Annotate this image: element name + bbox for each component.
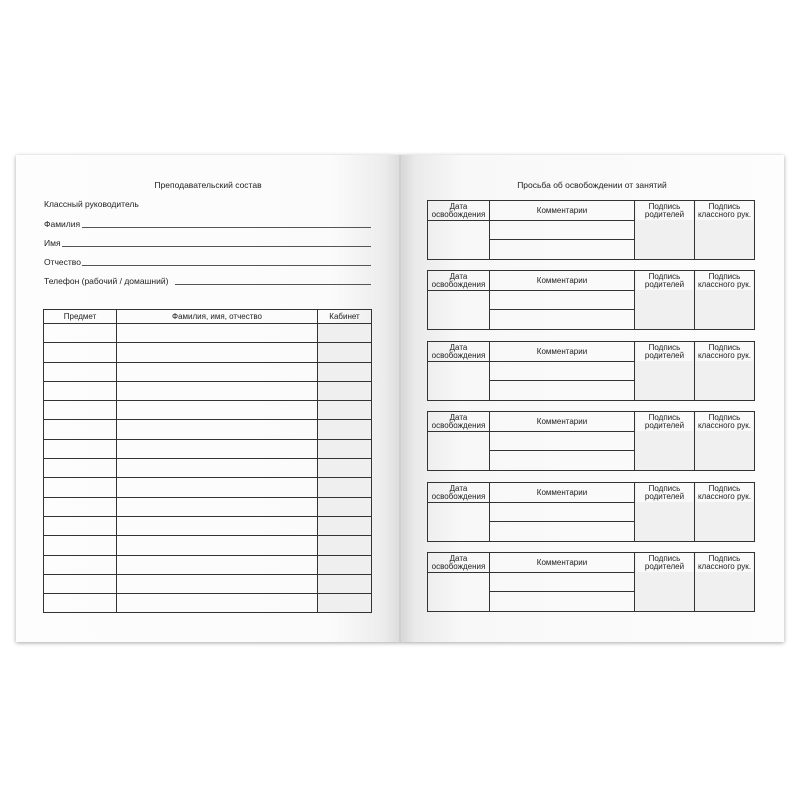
open-notebook bbox=[16, 155, 784, 642]
release-date-header: Дата освобождения bbox=[428, 201, 490, 221]
comment-line[interactable] bbox=[490, 381, 634, 400]
parents-signature-header[interactable] bbox=[635, 553, 695, 612]
teacher-signature-header[interactable] bbox=[695, 483, 755, 542]
notebook-spine bbox=[399, 155, 401, 642]
subject-cell[interactable] bbox=[44, 516, 117, 535]
subject-cell[interactable] bbox=[44, 401, 117, 420]
room-cell[interactable] bbox=[318, 420, 372, 439]
comments-cell[interactable] bbox=[490, 573, 635, 612]
release-header-row bbox=[428, 553, 755, 573]
name-line[interactable] bbox=[62, 246, 371, 247]
room-cell[interactable] bbox=[318, 516, 372, 535]
comment-line[interactable] bbox=[490, 592, 634, 611]
comment-line[interactable] bbox=[490, 240, 634, 259]
fullname-cell[interactable] bbox=[117, 381, 318, 400]
teacher-signature-header[interactable] bbox=[695, 271, 755, 330]
right-page bbox=[400, 155, 784, 642]
comments-header: Комментарии bbox=[490, 201, 635, 221]
fullname-cell[interactable] bbox=[117, 420, 318, 439]
comments-cell[interactable] bbox=[490, 362, 635, 401]
release-date-header: Дата освобождения bbox=[428, 271, 490, 291]
teacher-signature-label: Подпись классного рук. bbox=[697, 201, 752, 219]
parents-signature-header[interactable] bbox=[635, 483, 695, 542]
release-header-row bbox=[428, 483, 755, 503]
room-cell[interactable] bbox=[318, 478, 372, 497]
release-request-block bbox=[427, 270, 755, 330]
fullname-cell[interactable] bbox=[117, 536, 318, 555]
subject-cell[interactable] bbox=[44, 324, 117, 343]
comments-cell[interactable] bbox=[490, 503, 635, 542]
release-request-block bbox=[427, 341, 755, 401]
release-request-block bbox=[427, 482, 755, 542]
room-cell[interactable] bbox=[318, 381, 372, 400]
room-cell[interactable] bbox=[318, 324, 372, 343]
room-cell[interactable] bbox=[318, 439, 372, 458]
release-date-header: Дата освобождения bbox=[428, 483, 490, 503]
parents-signature-label: Подпись родителей bbox=[636, 553, 693, 572]
release-date-cell[interactable] bbox=[428, 432, 490, 471]
comments-cell[interactable] bbox=[490, 291, 635, 330]
name-label: Имя bbox=[44, 238, 61, 248]
fullname-cell[interactable] bbox=[117, 478, 318, 497]
table-row bbox=[44, 459, 372, 478]
table-row bbox=[44, 574, 372, 593]
room-cell[interactable] bbox=[318, 401, 372, 420]
comment-line[interactable] bbox=[490, 503, 634, 522]
table-row bbox=[44, 343, 372, 362]
comments-cell[interactable] bbox=[490, 221, 635, 260]
room-cell[interactable] bbox=[318, 536, 372, 555]
comment-line[interactable] bbox=[490, 451, 634, 470]
release-header-row bbox=[428, 271, 755, 291]
comment-line[interactable] bbox=[490, 291, 634, 310]
subject-cell[interactable] bbox=[44, 594, 117, 613]
surname-label: Фамилия bbox=[44, 219, 81, 229]
fullname-cell[interactable] bbox=[117, 343, 318, 362]
fullname-cell[interactable] bbox=[117, 459, 318, 478]
release-request-block bbox=[427, 411, 755, 471]
parents-signature-label: Подпись родителей bbox=[636, 271, 693, 290]
teacher-signature-header[interactable] bbox=[695, 553, 755, 612]
table-row bbox=[44, 478, 372, 497]
release-date-cell[interactable] bbox=[428, 291, 490, 330]
comments-header: Комментарии bbox=[490, 271, 635, 291]
release-date-cell[interactable] bbox=[428, 362, 490, 401]
room-cell[interactable] bbox=[318, 343, 372, 362]
surname-line[interactable] bbox=[82, 227, 371, 228]
teacher-signature-label: Подпись классного рук. bbox=[697, 342, 752, 360]
release-request-block bbox=[427, 552, 755, 612]
room-cell[interactable] bbox=[318, 459, 372, 478]
phone-line[interactable] bbox=[175, 284, 371, 285]
subject-cell[interactable] bbox=[44, 381, 117, 400]
teachers-title: Преподавательский состав bbox=[154, 180, 262, 190]
parents-signature-label: Подпись родителей bbox=[636, 483, 693, 502]
subject-cell[interactable] bbox=[44, 362, 117, 381]
table-row bbox=[44, 439, 372, 458]
fullname-header: Фамилия, имя, отчество bbox=[117, 310, 318, 324]
release-request-block bbox=[427, 200, 755, 260]
fullname-cell[interactable] bbox=[117, 516, 318, 535]
table-row bbox=[44, 324, 372, 343]
teacher-signature-label: Подпись классного рук. bbox=[697, 553, 752, 571]
teacher-signature-header[interactable] bbox=[695, 342, 755, 401]
subject-cell[interactable] bbox=[44, 536, 117, 555]
table-row bbox=[44, 555, 372, 574]
comments-header: Комментарии bbox=[490, 342, 635, 362]
room-cell[interactable] bbox=[318, 362, 372, 381]
release-header-row bbox=[428, 201, 755, 221]
subject-cell[interactable] bbox=[44, 459, 117, 478]
room-header: Кабинет bbox=[318, 310, 372, 324]
subject-cell[interactable] bbox=[44, 343, 117, 362]
comment-line[interactable] bbox=[490, 573, 634, 592]
table-row bbox=[44, 516, 372, 535]
table-row bbox=[44, 381, 372, 400]
patronymic-label: Отчество bbox=[44, 257, 81, 267]
phone-label: Телефон (рабочий / домашний) bbox=[44, 276, 169, 286]
fullname-cell[interactable] bbox=[117, 594, 318, 613]
patronymic-line[interactable] bbox=[82, 265, 371, 266]
teacher-signature-label: Подпись классного рук. bbox=[697, 271, 752, 289]
subject-cell[interactable] bbox=[44, 497, 117, 516]
teacher-signature-header[interactable] bbox=[695, 201, 755, 260]
subject-cell[interactable] bbox=[44, 574, 117, 593]
parents-signature-label: Подпись родителей bbox=[636, 342, 693, 361]
room-cell[interactable] bbox=[318, 574, 372, 593]
fullname-cell[interactable] bbox=[117, 439, 318, 458]
release-header-row bbox=[428, 412, 755, 432]
comment-line[interactable] bbox=[490, 221, 634, 240]
parents-signature-header[interactable] bbox=[635, 412, 695, 471]
fullname-cell[interactable] bbox=[117, 362, 318, 381]
parents-signature-label: Подпись родителей bbox=[636, 201, 693, 220]
subject-cell[interactable] bbox=[44, 478, 117, 497]
teachers-table bbox=[43, 309, 372, 613]
room-cell[interactable] bbox=[318, 497, 372, 516]
left-page bbox=[16, 155, 400, 642]
subject-cell[interactable] bbox=[44, 439, 117, 458]
fullname-cell[interactable] bbox=[117, 555, 318, 574]
teacher-signature-header[interactable] bbox=[695, 412, 755, 471]
room-cell[interactable] bbox=[318, 555, 372, 574]
release-date-cell[interactable] bbox=[428, 221, 490, 260]
release-date-cell[interactable] bbox=[428, 503, 490, 542]
parents-signature-header[interactable] bbox=[635, 271, 695, 330]
table-row bbox=[44, 401, 372, 420]
release-date-header: Дата освобождения bbox=[428, 553, 490, 573]
comments-header: Комментарии bbox=[490, 553, 635, 573]
table-row bbox=[44, 362, 372, 381]
comment-line[interactable] bbox=[490, 310, 634, 329]
subject-cell[interactable] bbox=[44, 420, 117, 439]
teacher-signature-label: Подпись классного рук. bbox=[697, 483, 752, 501]
comment-line[interactable] bbox=[490, 362, 634, 381]
comments-cell[interactable] bbox=[490, 432, 635, 471]
subject-header: Предмет bbox=[44, 310, 117, 324]
table-row bbox=[44, 594, 372, 613]
class-teacher-label: Классный руководитель bbox=[44, 199, 139, 209]
parents-signature-label: Подпись родителей bbox=[636, 412, 693, 431]
table-row bbox=[44, 420, 372, 439]
release-date-header: Дата освобождения bbox=[428, 412, 490, 432]
comment-line[interactable] bbox=[490, 522, 634, 541]
comments-header: Комментарии bbox=[490, 412, 635, 432]
parents-signature-header[interactable] bbox=[635, 342, 695, 401]
table-row bbox=[44, 536, 372, 555]
room-cell[interactable] bbox=[318, 594, 372, 613]
fullname-cell[interactable] bbox=[117, 401, 318, 420]
release-title: Просьба об освобождении от занятий bbox=[517, 180, 667, 190]
release-header-row bbox=[428, 342, 755, 362]
fullname-cell[interactable] bbox=[117, 324, 318, 343]
teachers-header-row bbox=[44, 310, 372, 324]
table-row bbox=[44, 497, 372, 516]
fullname-cell[interactable] bbox=[117, 574, 318, 593]
release-date-cell[interactable] bbox=[428, 573, 490, 612]
teacher-signature-label: Подпись классного рук. bbox=[697, 412, 752, 430]
comments-header: Комментарии bbox=[490, 483, 635, 503]
release-date-header: Дата освобождения bbox=[428, 342, 490, 362]
comment-line[interactable] bbox=[490, 432, 634, 451]
fullname-cell[interactable] bbox=[117, 497, 318, 516]
parents-signature-header[interactable] bbox=[635, 201, 695, 260]
subject-cell[interactable] bbox=[44, 555, 117, 574]
